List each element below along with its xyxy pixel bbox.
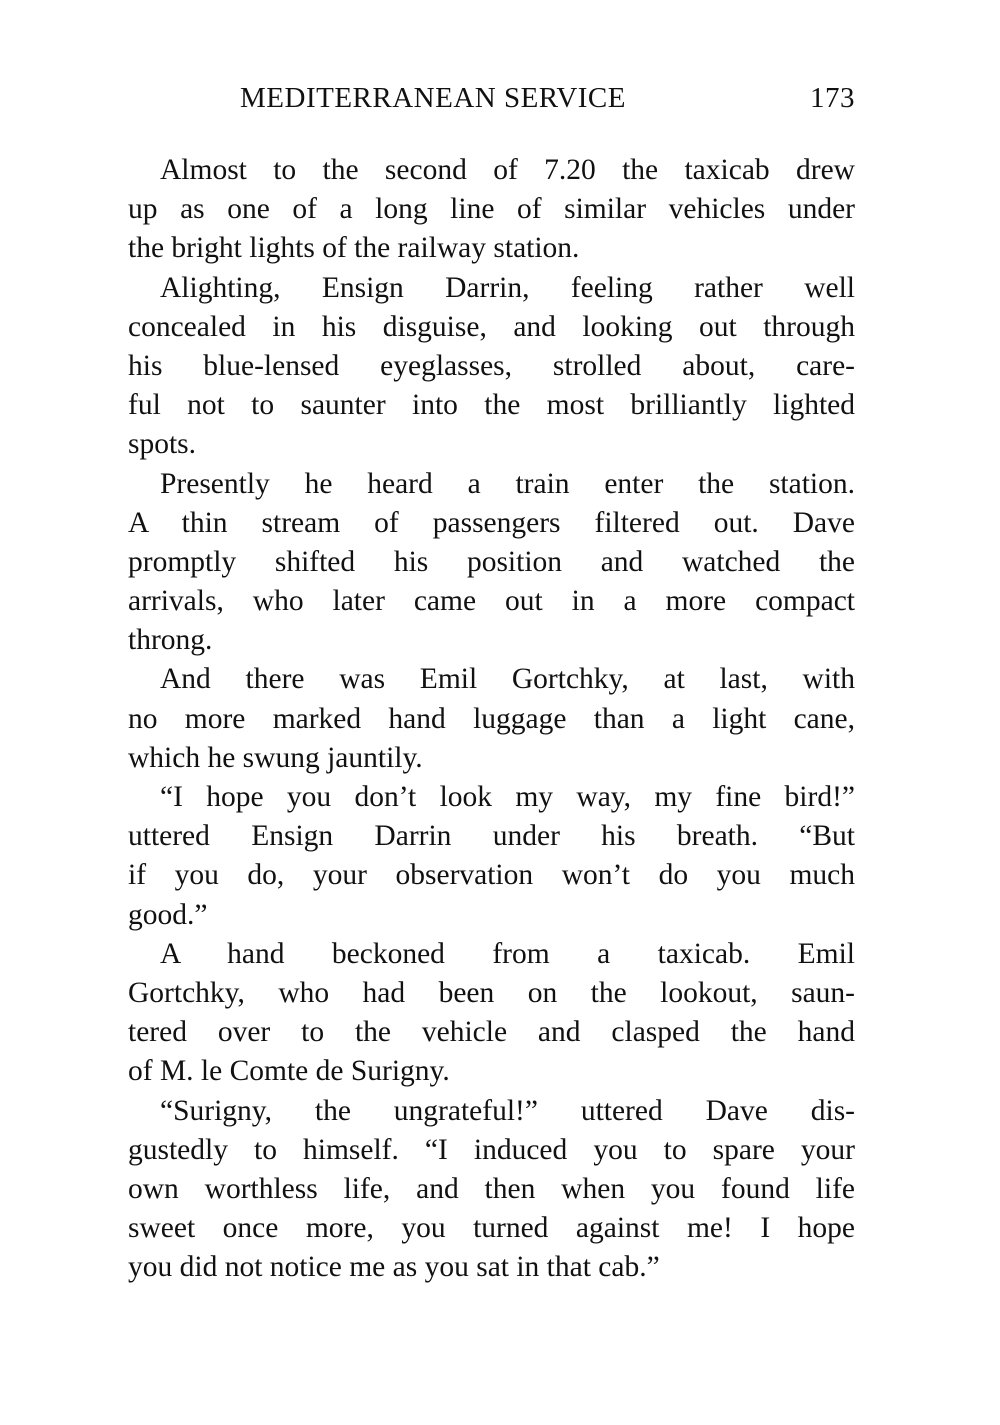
text-line: gustedly to himself. “I induced you to spare your <box>128 1133 855 1166</box>
text-line: A thin stream of passengers filtered out. Dave <box>128 506 855 539</box>
text-line: the bright lights of the railway station. <box>128 232 580 265</box>
text-line: promptly shifted his position and watched the <box>128 545 855 578</box>
text-line: of M. le Comte de Surigny. <box>128 1055 450 1088</box>
text-line: up as one of a long line of similar vehicles under <box>128 193 855 226</box>
page-number: 173 <box>810 82 855 114</box>
text-line: A hand beckoned from a taxicab. Emil <box>160 937 855 970</box>
text-line: And there was Emil Gortchky, at last, with <box>160 663 855 696</box>
text-line: if you do, your observation won’t do you much <box>128 859 855 892</box>
text-line: good.” <box>128 898 208 931</box>
chapter-title: MEDITERRANEAN SERVICE <box>240 82 626 114</box>
paragraph-2 <box>128 269 855 465</box>
text-line: tered over to the vehicle and clasped the hand <box>128 1016 855 1049</box>
text-line: spots. <box>128 428 197 461</box>
text-line: Gortchky, who had been on the lookout, saun- <box>128 976 855 1009</box>
text-line: “I hope you don’t look my way, my fine bird!” <box>160 781 855 813</box>
text-line: “Surigny, the ungrateful!” uttered Dave dis- <box>160 1094 855 1127</box>
body-text <box>128 151 855 1287</box>
text-line: concealed in his disguise, and looking out through <box>128 310 855 343</box>
text-line: you did not notice me as you sat in that cab.” <box>128 1251 660 1284</box>
text-line: throng. <box>128 624 213 657</box>
text-line: ful not to saunter into the most brilliantly lighted <box>128 389 855 422</box>
text-line: sweet once more, you turned against me! I hope <box>128 1212 855 1245</box>
text-line: arrivals, who later came out in a more compact <box>128 585 855 618</box>
text-line: Presently he heard a train enter the station. <box>160 467 855 500</box>
text-line: uttered Ensign Darrin under his breath. “But <box>128 820 855 853</box>
text-line: which he swung jauntily. <box>128 741 423 774</box>
running-head <box>128 82 855 122</box>
paragraph-3 <box>128 465 855 661</box>
text-line: Alighting, Ensign Darrin, feeling rather well <box>160 271 855 304</box>
paragraph-1 <box>128 151 855 269</box>
paragraph-4 <box>128 660 855 778</box>
paragraph-5 <box>128 778 855 935</box>
text-line: own worthless life, and then when you found life <box>128 1172 855 1205</box>
text-line: no more marked hand luggage than a light cane, <box>128 702 855 735</box>
paragraph-7 <box>128 1092 855 1288</box>
text-line: his blue-lensed eyeglasses, strolled about, care- <box>128 349 855 382</box>
paragraph-6 <box>128 935 855 1092</box>
text-line: Almost to the second of 7.20 the taxicab drew <box>160 154 855 186</box>
